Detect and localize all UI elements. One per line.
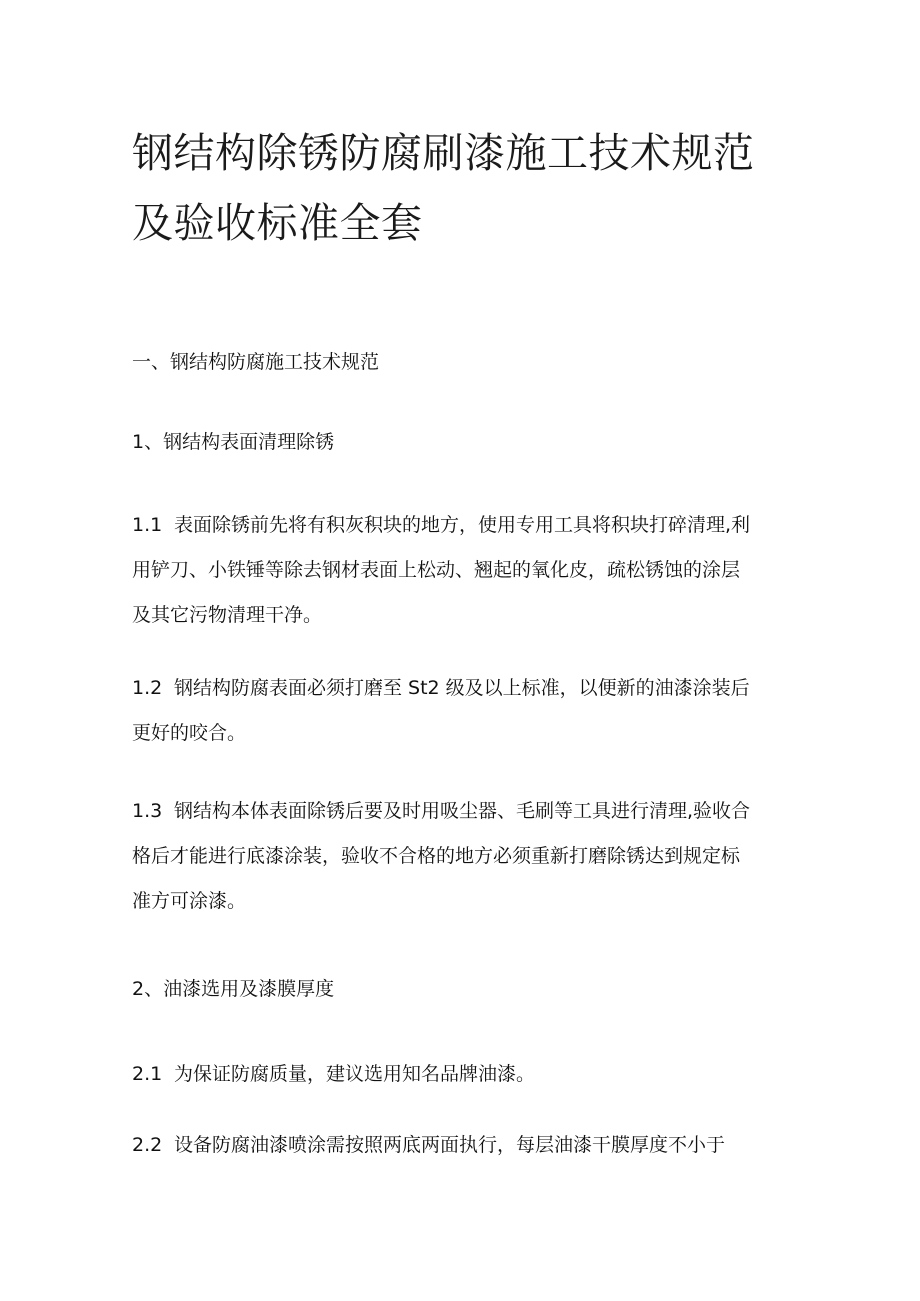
paragraph-1-1 [132,503,792,638]
paragraph-line: 用铲刀、小铁锤等除去钢材表面上松动、翘起的氧化皮，疏松锈蚀的涂层 [132,559,741,581]
clause-number: 1.3 [132,800,163,822]
paragraph-2-2 [132,1123,792,1168]
subsection-heading-1: 1、钢结构表面清理除锈 [132,431,335,453]
paragraph-line: 1.2 钢结构防腐表面必须打磨至 St2 级及以上标准，以便新的油漆涂装后 [132,666,792,711]
document-title [132,118,792,258]
paragraph-line: 及其它污物清理干净。 [132,604,323,626]
section-heading-1: 一、钢结构防腐施工技术规范 [132,351,380,373]
title-line-2: 及验收标准全套 [132,199,423,247]
clause-number: 2.1 [132,1063,163,1085]
paragraph-line: 2.1 为保证防腐质量，建议选用知名品牌油漆。 [132,1052,792,1097]
paragraph-line: 1.3 钢结构本体表面除锈后要及时用吸尘器、毛刷等工具进行清理,验收合 [132,789,792,834]
paragraph-1-3 [132,789,792,924]
clause-number: 1.2 [132,677,163,699]
paragraph-1-2 [132,666,792,756]
subsection-heading-2: 2、油漆选用及漆膜厚度 [132,978,335,1000]
paragraph-line: 准方可涂漆。 [132,890,247,912]
title-line-1: 钢结构除锈防腐刷漆施工技术规范 [132,129,755,177]
clause-number: 2.2 [132,1134,163,1156]
paragraph-2-1 [132,1052,792,1097]
clause-number: 1.1 [132,514,163,536]
paragraph-line: 更好的咬合。 [132,722,247,744]
paragraph-line: 1.1 表面除锈前先将有积灰积块的地方，使用专用工具将积块打碎清理,利 [132,503,792,548]
paragraph-line: 2.2 设备防腐油漆喷涂需按照两底两面执行，每层油漆干膜厚度不小于 [132,1123,792,1168]
paragraph-line: 格后才能进行底漆涂装，验收不合格的地方必须重新打磨除锈达到规定标 [132,845,741,867]
